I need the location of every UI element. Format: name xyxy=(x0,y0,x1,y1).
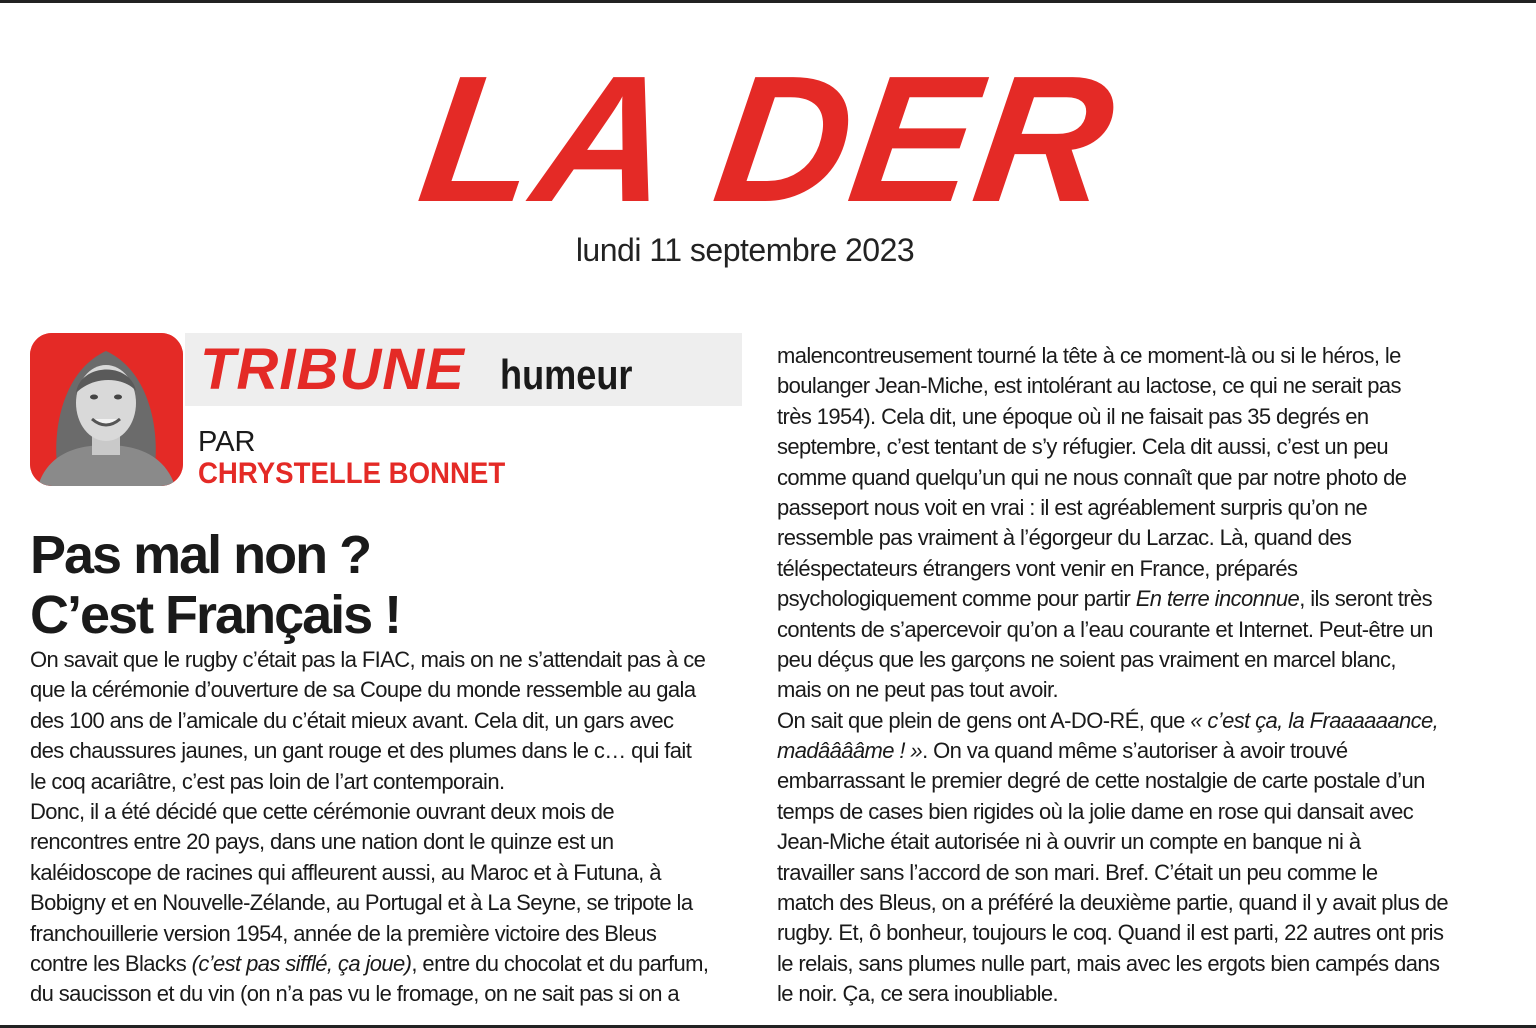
text-line xyxy=(777,949,1497,979)
text-line xyxy=(777,493,1497,523)
text-line xyxy=(30,675,745,705)
text-line xyxy=(777,615,1497,645)
text-line xyxy=(777,402,1497,432)
text-line xyxy=(777,645,1497,675)
text-line xyxy=(777,706,1497,736)
text-segment: franchouillerie version 1954, année de la première victoire des Bleus xyxy=(30,920,657,946)
text-segment: comme quand quelqu’un qui ne nous connaît que par notre photo de xyxy=(777,464,1407,490)
text-segment: contents de s’apercevoir qu’on a l’eau courante et Internet. Peut-être un xyxy=(777,616,1433,642)
byline-par: PAR xyxy=(198,426,256,458)
text-line xyxy=(30,949,745,979)
text-segment: des chaussures jaunes, un gant rouge et des plumes dans le c… qui fait xyxy=(30,738,692,764)
text-segment: peu déçus que les garçons ne soient pas vraiment en marcel blanc, xyxy=(777,646,1396,672)
text-segment: que la cérémonie d’ouverture de sa Coupe du monde ressemble au gala xyxy=(30,677,696,703)
article-column-left xyxy=(30,645,745,1010)
text-line xyxy=(777,858,1497,888)
top-rule xyxy=(0,0,1536,3)
text-line xyxy=(777,736,1497,766)
text-line xyxy=(777,675,1497,705)
text-segment: On savait que le rugby c’était pas la FIAC, mais on ne s’attendait pas à ce xyxy=(30,647,706,672)
article-headline xyxy=(30,525,730,645)
text-line xyxy=(777,463,1497,493)
text-segment: , entre du chocolat et du parfum, xyxy=(411,950,709,976)
text-line xyxy=(30,767,745,797)
text-line xyxy=(30,858,745,888)
author-name: CHRYSTELLE BONNET xyxy=(198,457,506,490)
text-segment: boulanger Jean-Miche, est intolérant au lactose, ce qui ne serait pas xyxy=(777,373,1401,399)
text-segment: le relais, sans plumes nulle part, mais avec les ergots bien campés dans xyxy=(777,950,1440,976)
text-segment: « c’est ça, la Fraaaaaance, xyxy=(1190,707,1439,733)
text-segment: téléspectateurs étrangers vont venir en France, préparés xyxy=(777,555,1298,581)
text-line xyxy=(777,341,1497,371)
masthead-title: LA DER xyxy=(409,39,1127,240)
text-line xyxy=(30,706,745,736)
publication-date: lundi 11 septembre 2023 xyxy=(575,232,915,268)
text-segment: On sait que plein de gens ont A-DO-RÉ, que xyxy=(777,707,1191,733)
author-portrait xyxy=(30,333,183,486)
text-segment: mais on ne peut pas tout avoir. xyxy=(777,677,1059,703)
text-segment: ressemble pas vraiment à l’égorgeur du Larzac. Là, quand des xyxy=(777,525,1352,551)
text-line xyxy=(777,918,1497,948)
text-segment: , ils seront très xyxy=(1299,586,1433,612)
article-column-right xyxy=(777,341,1497,1010)
text-line xyxy=(777,432,1497,462)
text-segment: le noir. Ça, ce sera inoubliable. xyxy=(777,981,1059,1007)
text-segment: du saucisson et du vin (on n’a pas vu le fromage, on ne sait pas si on a xyxy=(30,981,679,1007)
text-segment: contre les Blacks xyxy=(30,950,192,976)
text-segment: septembre, c’est tentant de s’y réfugier. Cela dit aussi, c’est un peu xyxy=(777,434,1389,460)
text-segment: le coq acariâtre, c’est pas loin de l’art contemporain. xyxy=(30,768,505,794)
headline-line-1: Pas mal non ? xyxy=(30,525,371,585)
text-segment: Donc, il a été décidé que cette cérémonie ouvrant deux mois de xyxy=(30,798,615,824)
text-line xyxy=(30,919,745,949)
text-segment: malencontreusement tourné la tête à ce moment-là ou si le héros, le xyxy=(777,343,1401,368)
text-line xyxy=(30,827,745,857)
text-line xyxy=(777,554,1497,584)
text-segment: (c’est pas sifflé, ça joue) xyxy=(191,950,412,976)
text-segment: embarrassant le premier degré de cette nostalgie de carte postale d’un xyxy=(777,768,1425,794)
text-segment: madââââme ! » xyxy=(777,738,923,764)
text-line xyxy=(777,979,1497,1009)
text-line xyxy=(30,645,745,675)
text-segment: rugby. Et, ô bonheur, toujours le coq. Quand il est parti, 22 autres ont pris xyxy=(777,920,1444,946)
text-line xyxy=(30,979,745,1009)
tribune-label: TRIBUNE xyxy=(200,337,465,402)
text-segment: En terre inconnue xyxy=(1135,586,1300,612)
text-line xyxy=(777,888,1497,918)
text-segment: passeport nous voit en vrai : il est agréablement surpris qu’on ne xyxy=(777,494,1368,520)
text-line xyxy=(777,584,1497,614)
text-segment: temps de cases bien rigides où la jolie dame en rose qui dansait avec xyxy=(777,798,1414,824)
text-segment: . On va quand même s’autoriser à avoir trouvé xyxy=(922,738,1348,764)
text-line xyxy=(777,766,1497,796)
text-segment: très 1954). Cela dit, une époque où il ne faisait pas 35 degrés en xyxy=(777,403,1369,429)
text-segment: rencontres entre 20 pays, dans une nation dont le quinze est un xyxy=(30,829,614,855)
text-line xyxy=(777,371,1497,401)
text-segment: kaléidoscope de racines qui affleurent aussi, au Maroc et à Futuna, à xyxy=(30,859,661,885)
headline-line-2: C’est Français ! xyxy=(30,585,401,645)
text-line xyxy=(30,888,745,918)
text-segment: psychologiquement comme pour partir xyxy=(777,586,1136,612)
text-line xyxy=(30,797,745,827)
text-line xyxy=(30,736,745,766)
text-line xyxy=(777,797,1497,827)
text-segment: Jean-Miche était autorisée ni à ouvrir un compte en banque ni à xyxy=(777,829,1361,855)
text-segment: travailler sans l’accord de son mari. Bref. C’était un peu comme le xyxy=(777,859,1378,885)
text-line xyxy=(777,523,1497,553)
text-segment: Bobigny et en Nouvelle-Zélande, au Portugal et à La Seyne, se tripote la xyxy=(30,890,693,916)
tribune-sublabel: humeur xyxy=(500,351,633,398)
text-segment: match des Bleus, on a préféré la deuxième partie, quand il y avait plus de xyxy=(777,890,1449,916)
text-segment: des 100 ans de l’amicale du c’était mieux avant. Cela dit, un gars avec xyxy=(30,707,674,733)
text-line xyxy=(777,827,1497,857)
